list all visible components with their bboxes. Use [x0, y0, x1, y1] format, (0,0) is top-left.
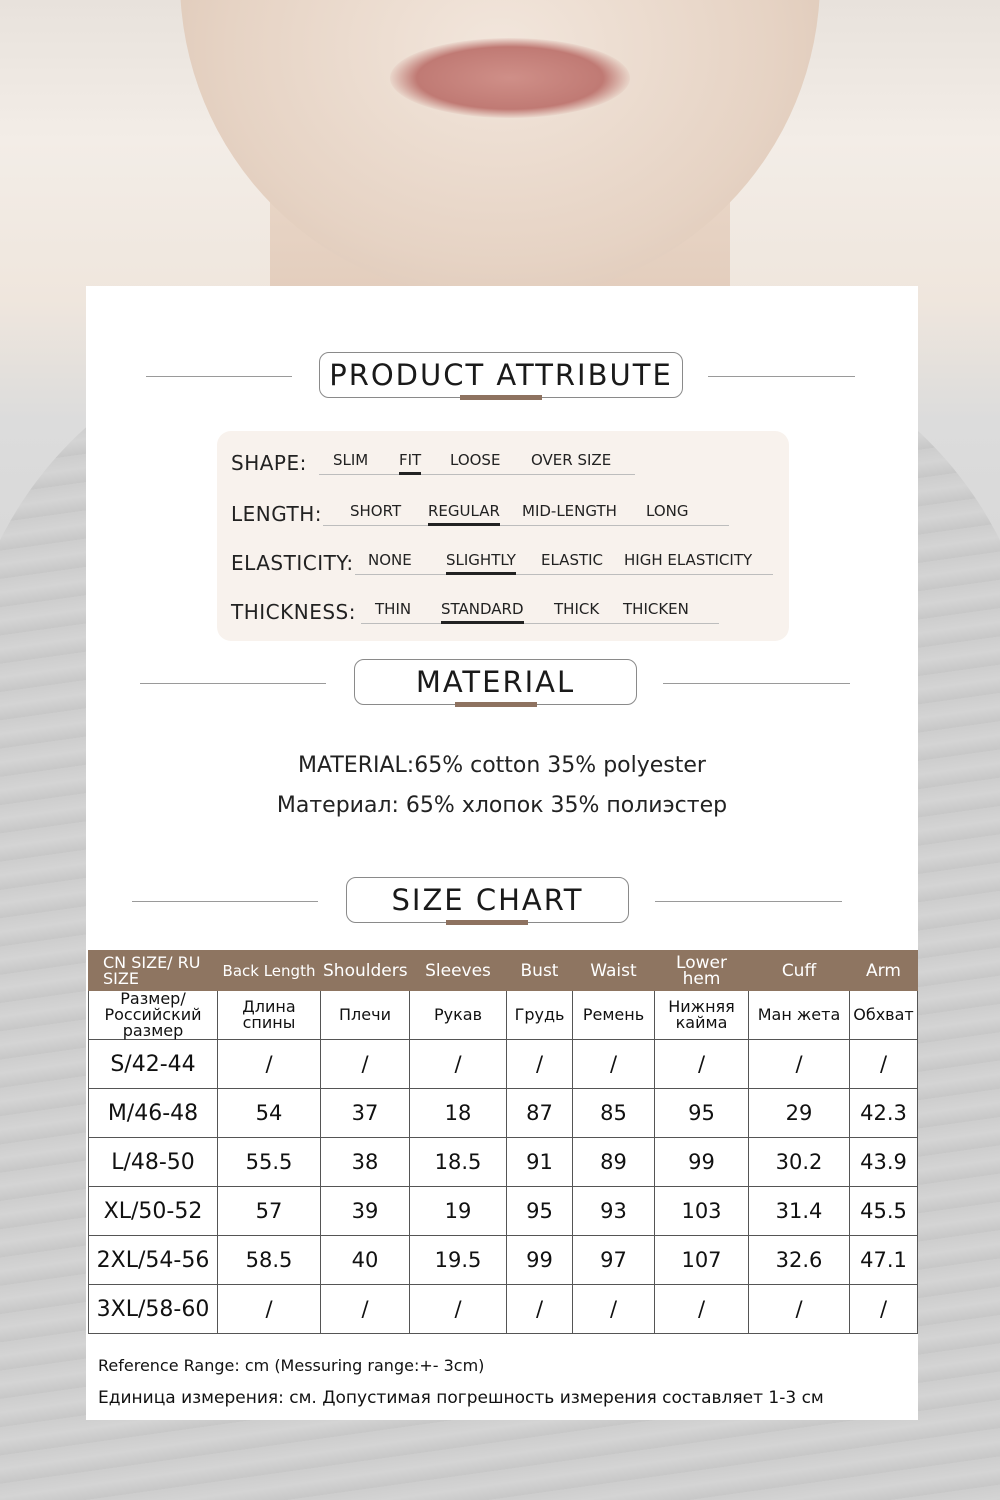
size-cell: 3XL/58-60: [89, 1285, 218, 1334]
attr-option-selected: FIT: [399, 451, 422, 469]
attr-option: LOOSE: [450, 451, 501, 469]
section-title-box: [319, 352, 683, 398]
material-en: MATERIAL:65% cotton 35% polyester: [298, 753, 706, 778]
measurement-cell: 29: [749, 1089, 850, 1138]
accent-underline: [446, 920, 528, 925]
ru-header-cell: Ремень: [573, 991, 655, 1040]
attribute-panel: [217, 431, 789, 641]
measurement-cell: 58.5: [218, 1236, 321, 1285]
size-cell: XL/50-52: [89, 1187, 218, 1236]
ru-header-cell: Ман жета: [749, 991, 850, 1040]
attr-option: THIN: [375, 600, 412, 618]
divider-left: [140, 683, 326, 684]
ru-header-cell: Размер/ Российский размер: [89, 991, 218, 1040]
measurement-cell: 85: [573, 1089, 655, 1138]
measurement-cell: 93: [573, 1187, 655, 1236]
measurement-cell: 39: [321, 1187, 410, 1236]
measurement-cell: 47.1: [850, 1236, 918, 1285]
measurement-cell: 45.5: [850, 1187, 918, 1236]
attr-option: NONE: [368, 551, 412, 569]
measurement-cell: 42.3: [850, 1089, 918, 1138]
attr-baseline: [323, 525, 729, 526]
measurement-cell: 54: [218, 1089, 321, 1138]
size-row: [89, 1236, 918, 1285]
measurement-cell: /: [218, 1285, 321, 1334]
measurement-cell: /: [321, 1285, 410, 1334]
measurement-cell: /: [749, 1040, 850, 1089]
ru-header-cell: Плечи: [321, 991, 410, 1040]
section-title: MATERIAL: [415, 665, 576, 699]
measurement-cell: 91: [507, 1138, 573, 1187]
measurement-cell: 18: [410, 1089, 507, 1138]
measurement-cell: 99: [655, 1138, 749, 1187]
material-header: [86, 659, 918, 709]
measurement-cell: /: [573, 1285, 655, 1334]
measurement-cell: 30.2: [749, 1138, 850, 1187]
measurement-cell: 87: [507, 1089, 573, 1138]
attr-label: LENGTH:: [231, 502, 323, 526]
measurement-cell: 107: [655, 1236, 749, 1285]
product-attribute-header: [86, 352, 918, 402]
measurement-cell: 103: [655, 1187, 749, 1236]
header-row-en: [89, 951, 918, 991]
attr-option: SHORT: [350, 502, 402, 520]
attr-option-selected: STANDARD: [441, 600, 524, 618]
size-row: [89, 1089, 918, 1138]
size-row: [89, 1285, 918, 1334]
measurement-cell: 19.5: [410, 1236, 507, 1285]
attr-row-length: [217, 494, 789, 534]
reference-note-ru: Единица измерения: см. Допустимая погрешность измерения составляет 1-3 см: [98, 1388, 824, 1408]
ru-header-cell: Нижняя кайма: [655, 991, 749, 1040]
measurement-cell: 99: [507, 1236, 573, 1285]
measurement-cell: 57: [218, 1187, 321, 1236]
measurement-cell: 95: [655, 1089, 749, 1138]
measurement-cell: /: [655, 1285, 749, 1334]
section-title-box: [346, 877, 629, 923]
measurement-cell: 40: [321, 1236, 410, 1285]
attr-option: HIGH ELASTICITY: [624, 551, 753, 569]
attr-option: SLIM: [333, 451, 369, 469]
attr-option: THICKEN: [623, 600, 689, 618]
measurement-cell: 55.5: [218, 1138, 321, 1187]
attr-option-selected: REGULAR: [428, 502, 500, 520]
measurement-cell: 95: [507, 1187, 573, 1236]
measurement-cell: /: [655, 1040, 749, 1089]
attr-label: THICKNESS:: [231, 600, 356, 624]
ru-header-cell: Рукав: [410, 991, 507, 1040]
col-header-bust: Bust: [507, 951, 573, 991]
attr-row-elasticity: [217, 543, 789, 583]
attr-baseline: [361, 623, 719, 624]
measurement-cell: /: [410, 1040, 507, 1089]
attr-label: SHAPE:: [231, 451, 307, 475]
col-header-shoulders: Shoulders: [321, 951, 410, 991]
accent-underline: [460, 395, 542, 400]
attr-option: ELASTIC: [541, 551, 604, 569]
measurement-cell: 19: [410, 1187, 507, 1236]
attr-baseline: [319, 474, 635, 475]
measurement-cell: 32.6: [749, 1236, 850, 1285]
col-header-lower-hem: Lower hem: [655, 951, 749, 991]
col-header-arm: Arm: [850, 951, 918, 991]
measurement-cell: /: [410, 1285, 507, 1334]
divider-left: [146, 376, 292, 377]
attr-label: ELASTICITY:: [231, 551, 354, 575]
size-row: [89, 1187, 918, 1236]
lips: [390, 38, 630, 118]
attr-option: OVER SIZE: [531, 451, 612, 469]
measurement-cell: 38: [321, 1138, 410, 1187]
col-header-size: CN SIZE/ RU SIZE: [89, 951, 218, 991]
measurement-cell: /: [749, 1285, 850, 1334]
size-cell: 2XL/54-56: [89, 1236, 218, 1285]
col-header-waist: Waist: [573, 951, 655, 991]
accent-underline: [455, 702, 537, 707]
measurement-cell: 18.5: [410, 1138, 507, 1187]
col-header-sleeves: Sleeves: [410, 951, 507, 991]
size-cell: M/46-48: [89, 1089, 218, 1138]
attr-option-selected: SLIGHTLY: [446, 551, 516, 569]
measurement-cell: /: [218, 1040, 321, 1089]
measurement-cell: 37: [321, 1089, 410, 1138]
measurement-cell: /: [573, 1040, 655, 1089]
material-ru: Материал: 65% хлопок 35% полиэстер: [276, 793, 728, 818]
attr-option: MID-LENGTH: [522, 502, 617, 520]
header-row-ru: [89, 991, 918, 1040]
size-chart-header: [86, 877, 918, 927]
size-cell: L/48-50: [89, 1138, 218, 1187]
measurement-cell: /: [321, 1040, 410, 1089]
reference-note-en: Reference Range: cm (Messuring range:+- 3cm): [98, 1356, 485, 1375]
size-row: [89, 1040, 918, 1089]
section-title-box: [354, 659, 637, 705]
ru-header-cell: Длина спины: [218, 991, 321, 1040]
attr-row-thickness: [217, 592, 789, 632]
attr-row-shape: [217, 443, 789, 483]
attr-option: THICK: [554, 600, 600, 618]
divider-right: [708, 376, 855, 377]
col-header-cuff: Cuff: [749, 951, 850, 991]
attr-baseline: [355, 574, 773, 575]
divider-left: [132, 901, 318, 902]
measurement-cell: 89: [573, 1138, 655, 1187]
section-title: SIZE CHART: [391, 883, 584, 917]
attr-option: LONG: [646, 502, 689, 520]
divider-right: [663, 683, 850, 684]
measurement-cell: /: [507, 1040, 573, 1089]
size-cell: S/42-44: [89, 1040, 218, 1089]
measurement-cell: /: [507, 1285, 573, 1334]
measurement-cell: /: [850, 1285, 918, 1334]
size-row: [89, 1138, 918, 1187]
col-header-back-length: Back Length: [218, 951, 321, 991]
measurement-cell: /: [850, 1040, 918, 1089]
measurement-cell: 31.4: [749, 1187, 850, 1236]
section-title: PRODUCT ATTRIBUTE: [329, 358, 673, 392]
product-info-card: [86, 286, 918, 1420]
measurement-cell: 97: [573, 1236, 655, 1285]
ru-header-cell: Обхват: [850, 991, 918, 1040]
size-chart-table: [88, 950, 918, 1334]
measurement-cell: 43.9: [850, 1138, 918, 1187]
divider-right: [655, 901, 842, 902]
ru-header-cell: Грудь: [507, 991, 573, 1040]
